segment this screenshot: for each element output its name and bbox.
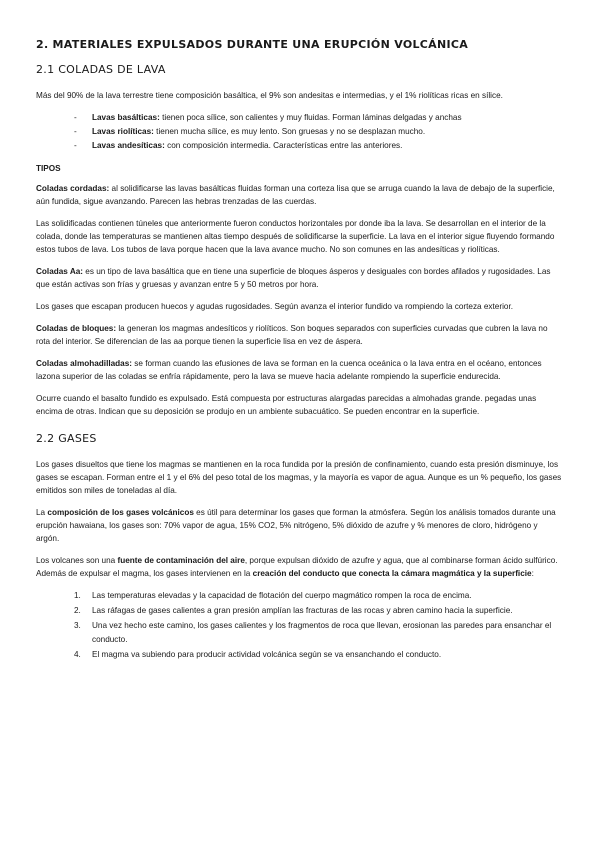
conduit-steps-list [36, 589, 563, 661]
step-number: 1. [74, 591, 81, 600]
paragraph-bloques [36, 322, 563, 348]
paragraph-gases-disueltos: Los gases disueltos que tiene los magmas se mantienen en la roca fundida por la presión de confinamiento, cuando esta presión disminuye, los gases se escapan. Forman entre el 1 y el 6% del peso total de los magmas, y la mayoría es vapor de agua. Aunque es un % pequeño, los gases emitidos son miles de toneladas al día. [36, 460, 562, 495]
list-item [74, 139, 563, 153]
tipos-label: TIPOS [36, 164, 61, 173]
paragraph-text: se forman cuando las efusiones de lava se forman en la cuenca oceánica o la lava entra en el océano, entonces lazona superior de las coladas se enfría rápidamente, pero la lava se mueve hacia adelante rompiendo la superficie endurecida. [36, 359, 542, 381]
paragraph-text: es útil para determinar los gases que forman la atmósfera. Según los análisis tomados durante una erupción hawaiana, los gases son: 70% vapor de agua, 15% CO2, 5% nitrógeno, 5% dióxido de azufre y % menores de cloro, hidrógeno y argón. [36, 508, 556, 543]
term-aa: Coladas Aa: [36, 267, 84, 276]
list-item [74, 619, 563, 646]
bullet-text: tienen poca sílice, son calientes y muy fluidas. Forman láminas delgadas y anchas [159, 113, 462, 122]
paragraph-composicion [36, 506, 563, 545]
term-cordadas: Coladas cordadas: [36, 184, 110, 193]
paragraph-cordadas [36, 182, 563, 208]
paragraph-text: la generan los magmas andesíticos y riolíticos. Son boques separados con superficies curvadas que cubren la lava no rota del interior. Se diferencian de las aa porque tienen la superficie lisa en vez de áspera. [36, 324, 548, 346]
paragraph-almohadilladas [36, 357, 563, 383]
paragraph-text: : [531, 569, 534, 578]
lava-types-list [36, 111, 563, 153]
paragraph-contaminacion [36, 554, 563, 580]
list-item [74, 111, 563, 125]
term-composicion: composición de los gases volcánicos [47, 508, 194, 517]
bullet-term: Lavas basálticas: [92, 113, 160, 122]
section-heading-coladas: 2.1 COLADAS DE LAVA [36, 63, 166, 76]
paragraph-ocurre: Ocurre cuando el basalto fundido es expulsado. Está compuesta por estructuras alargadas parecidas a almohadas grande. pegadas unas encima de otras. Indican que su deposición se produjo en un ambiente subacuático. Se pueden encontrar en la superficie. [36, 394, 537, 416]
list-item [74, 125, 563, 139]
term-contaminacion: fuente de contaminación del aire [117, 556, 245, 565]
paragraph-text: La [36, 508, 48, 517]
bullet-term: Lavas andesíticas: [92, 141, 165, 150]
paragraph-text: Los volcanes son una [36, 556, 118, 565]
step-number: 2. [74, 606, 81, 615]
paragraph-text: es un tipo de lava basáltica que en tiene una superficie de bloques ásperos y desiguales con bordes afilados y rugosidades. Las que están activas son frías y gruesas y avanzan entre 5 y 50 metros por hora. [36, 267, 551, 289]
step-text: El magma va subiendo para producir actividad volcánica según se va ensanchando el conducto. [92, 649, 442, 659]
term-bloques: Coladas de bloques: [36, 324, 117, 333]
paragraph-aa [36, 265, 563, 291]
term-conducto: creación del conducto que conecta la cámara magmática y la superficie [252, 569, 532, 578]
bullet-text: tienen mucha sílice, es muy lento. Son gruesas y no se desplazan mucho. [153, 127, 426, 136]
step-text: Una vez hecho este camino, los gases calientes y los fragmentos de roca que llevan, erosionan las paredes para ensanchar el conducto. [92, 621, 552, 644]
page-title: 2. MATERIALES EXPULSADOS DURANTE UNA ERUPCIÓN VOLCÁNICA [36, 38, 469, 51]
paragraph-text: al solidificarse las lavas basálticas fluidas forman una corteza lisa que se arruga cuando la lava de debajo de la superficie, aún fundida, sigue avanzando. Parecen las hebras trenzadas de las cuerdas. [36, 184, 555, 206]
step-number: 3. [74, 621, 81, 630]
section-heading-gases: 2.2 GASES [36, 432, 97, 445]
paragraph-tuneles: Las solidificadas contienen túneles que anteriormente fueron conductos horizontales por donde iba la lava. Se desarrollan en el interior de la colada, donde las temperaturas se mantienen altas tiempo después de solidificarse la superficie. La lava en el interior sigue fluyendo formando estos tubos de lava. Los tubos de lava porque hacen que la lava avance mucho. No son comunes en las andesíticas y riolíticas. [36, 219, 555, 254]
list-item [74, 648, 563, 662]
intro-paragraph: Más del 90% de la lava terrestre tiene composición basáltica, el 9% son andesitas e intermedias, y el 1% riolíticas ricas en sílice. [36, 91, 503, 100]
bullet-text: con composición intermedia. Características entre las anteriores. [164, 141, 403, 150]
step-number: 4. [74, 649, 81, 659]
paragraph-gases-huecos: Los gases que escapan producen huecos y agudas rugosidades. Según avanza el interior fundido va rompiendo la corteza exterior. [36, 302, 514, 311]
list-item [74, 604, 563, 618]
step-text: Las ráfagas de gases calientes a gran presión amplían las fracturas de las rocas y abren camino hacia la superficie. [92, 606, 513, 615]
paragraph-text: , porque expulsan dióxido de azufre y agua, que al combinarse forman ácido sulfúrico. Además de expulsar el magma, los gases intervienen en la [36, 556, 558, 578]
term-almohadilladas: Coladas almohadilladas: [36, 359, 133, 368]
bullet-term: Lavas riolíticas: [92, 127, 154, 136]
step-text: Las temperaturas elevadas y la capacidad de flotación del cuerpo magmático rompen la roca de encima. [92, 591, 472, 600]
list-item [74, 589, 563, 603]
